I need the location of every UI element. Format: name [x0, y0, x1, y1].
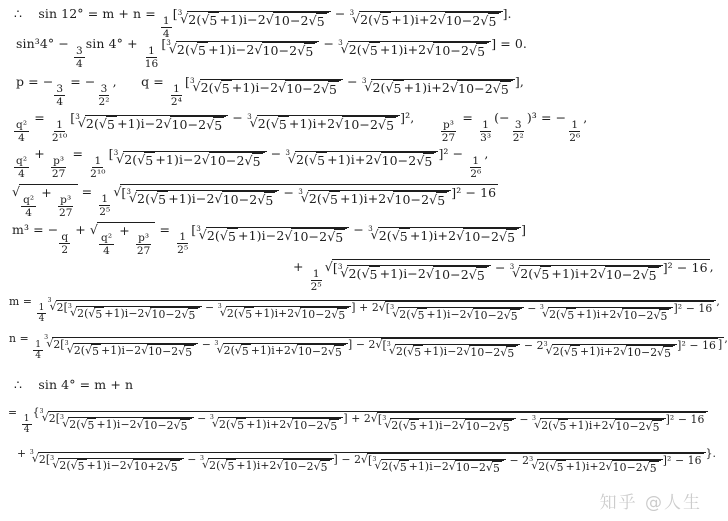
eq-m: m = $\frac{1}{4}$ 3 √ 2[ 3 √ 2( √ 5 +1)i−2 √ 10−2 √ 5 − 3 √ 2( √ 5 +1)i+2 √ 10−2 √ 5 ] + 2 √ [ 3 √ 2( √ 5 +1)i−2 √ 10−2 √ 5 − 3 √ 2( √ 5 +1)i+2 √ 10−2 √ 5 ]² − 16 ,: [9, 295, 720, 325]
eq-sin4-expansion-line2: + 3 √ 2[ 3 √ 2( √ 5 +1)i−2 √ 10+2 √ 5 − 3 √ 2( √ 5 +1)i+2 √ 10−2 √ 5 ] − 2 √ [ 3 √ 2( √ 5 +1)i−2 √ 10−2 √ 5 − 2 3 √ 2( √ 5 +1)i+2 √ 10−2 √ 5 ]² − 16 }.: [17, 447, 717, 475]
eq-sin4-expansion-line1: = $\frac{1}{4}$ { 3 √ 2[ 3 √ 2( √ 5 +1)i−2 √ 10−2 √ 5 − 3 √ 2( √ 5 +1)i+2 √ 10−2 √ 5 ] + 2 √ [ 3 √ 2( √ 5 +1)i−2 √ 10−2 √ 5 − 3 √ 2( √ 5 +1)i+2 √ 10−2 √ 5 ]² − 16: [8, 406, 708, 436]
watermark: 知乎 @人生: [599, 493, 702, 513]
eq-m-cubed-continued: + $\frac{1}{\text{2⁵}}$ √ [ 3 √ 2( √ 5 +1)i−2 √ 10−2 √ 5 − 3 √ 2( √ 5 +1)i+2 √ 10−2 √ 5 ]² − 16 ,: [293, 259, 714, 293]
eq-sin4-equals-m-plus-n: ∴ sin 4° = m + n: [14, 377, 134, 392]
eq-sqrt-discriminant: √ $\frac{\text{q²}}{4}$ + $\frac{\text{p³}}{27}$ = $\frac{1}{\text{2⁵}}$ √ [ 3 √ 2( √ 5 +1)i−2 √ 10−2 √ 5 − 3 √ 2( √ 5 +1)i+2 √ 10−2 √ 5 ]² − 16: [12, 184, 497, 219]
eq-q2-over-4-p3-over-27: $\frac{\text{q²}}{4}$ = $\frac{1}{\text{2¹⁰}}$ [ 3 √ 2( √ 5 +1)i−2 √ 10−2 √ 5 − 3 √ 2( √ 5 +1)i+2 √ 10−2 √ 5 ]², $\frac{\text{p³}}{27}$ = $\frac{1}{\text{3³}}$ (− $\frac{3}{\text{2²}}$ )³ = − $\frac{1}{\text{2⁶}}$ ,: [16, 110, 588, 144]
eq-n: n = $\frac{1}{4}$ 3 √ 2[ 3 √ 2( √ 5 +1)i−2 √ 10−2 √ 5 − 3 √ 2( √ 5 +1)i+2 √ 10−2 √ 5 ] − 2 √ [ 3 √ 2( √ 5 +1)i−2 √ 10−2 √ 5 − 2 3 √ 2( √ 5 +1)i+2 √ 10−2 √ 5 ]² − 16 ] ,: [9, 332, 728, 362]
eq-cubic-sin4: sin³4° − $\frac{3}{4}$ sin 4° + $\frac{1}{16}$ [ 3 √ 2( √ 5 +1)i−2 √ 10−2 √ 5 − 3 √ 2( √ 5 +1)i+2 √ 10−2 √ 5 ] = 0.: [16, 36, 528, 70]
eq-sin12: ∴ sin 12° = m + n = $\frac{1}{4}$ [ 3 √ 2( √ 5 +1)i−2 √ 10−2 √ 5 − 3 √ 2( √ 5 +1)i+2 √ 10−2 √ 5 ].: [14, 6, 512, 40]
eq-discriminant-sum: $\frac{\text{q²}}{4}$ + $\frac{\text{p³}}{27}$ = $\frac{1}{\text{2¹⁰}}$ [ 3 √ 2( √ 5 +1)i−2 √ 10−2 √ 5 − 3 √ 2( √ 5 +1)i+2 √ 10−2 √ 5 ]² − $\frac{1}{\text{2⁶}}$ ,: [16, 146, 489, 180]
eq-m-cubed: m³ = − $\frac{q}{2}$ + √ $\frac{\text{q²}}{4}$ + $\frac{\text{p³}}{27}$ = $\frac{1}{\text{2⁵}}$ [ 3 √ 2( √ 5 +1)i−2 √ 10−2 √ 5 − 3 √ 2( √ 5 +1)i+2 √ 10−2 √ 5 ]: [12, 222, 527, 257]
eq-p-and-q: p = − $\frac{3}{4}$ = − $\frac{3}{\text{2²}}$ , q = $\frac{1}{\text{2⁴}}$ [ 3 √ 2( √ 5 +1)i−2 √ 10−2 √ 5 − 3 √ 2( √ 5 +1)i+2 √ 10−2 √ 5 ],: [16, 74, 524, 108]
